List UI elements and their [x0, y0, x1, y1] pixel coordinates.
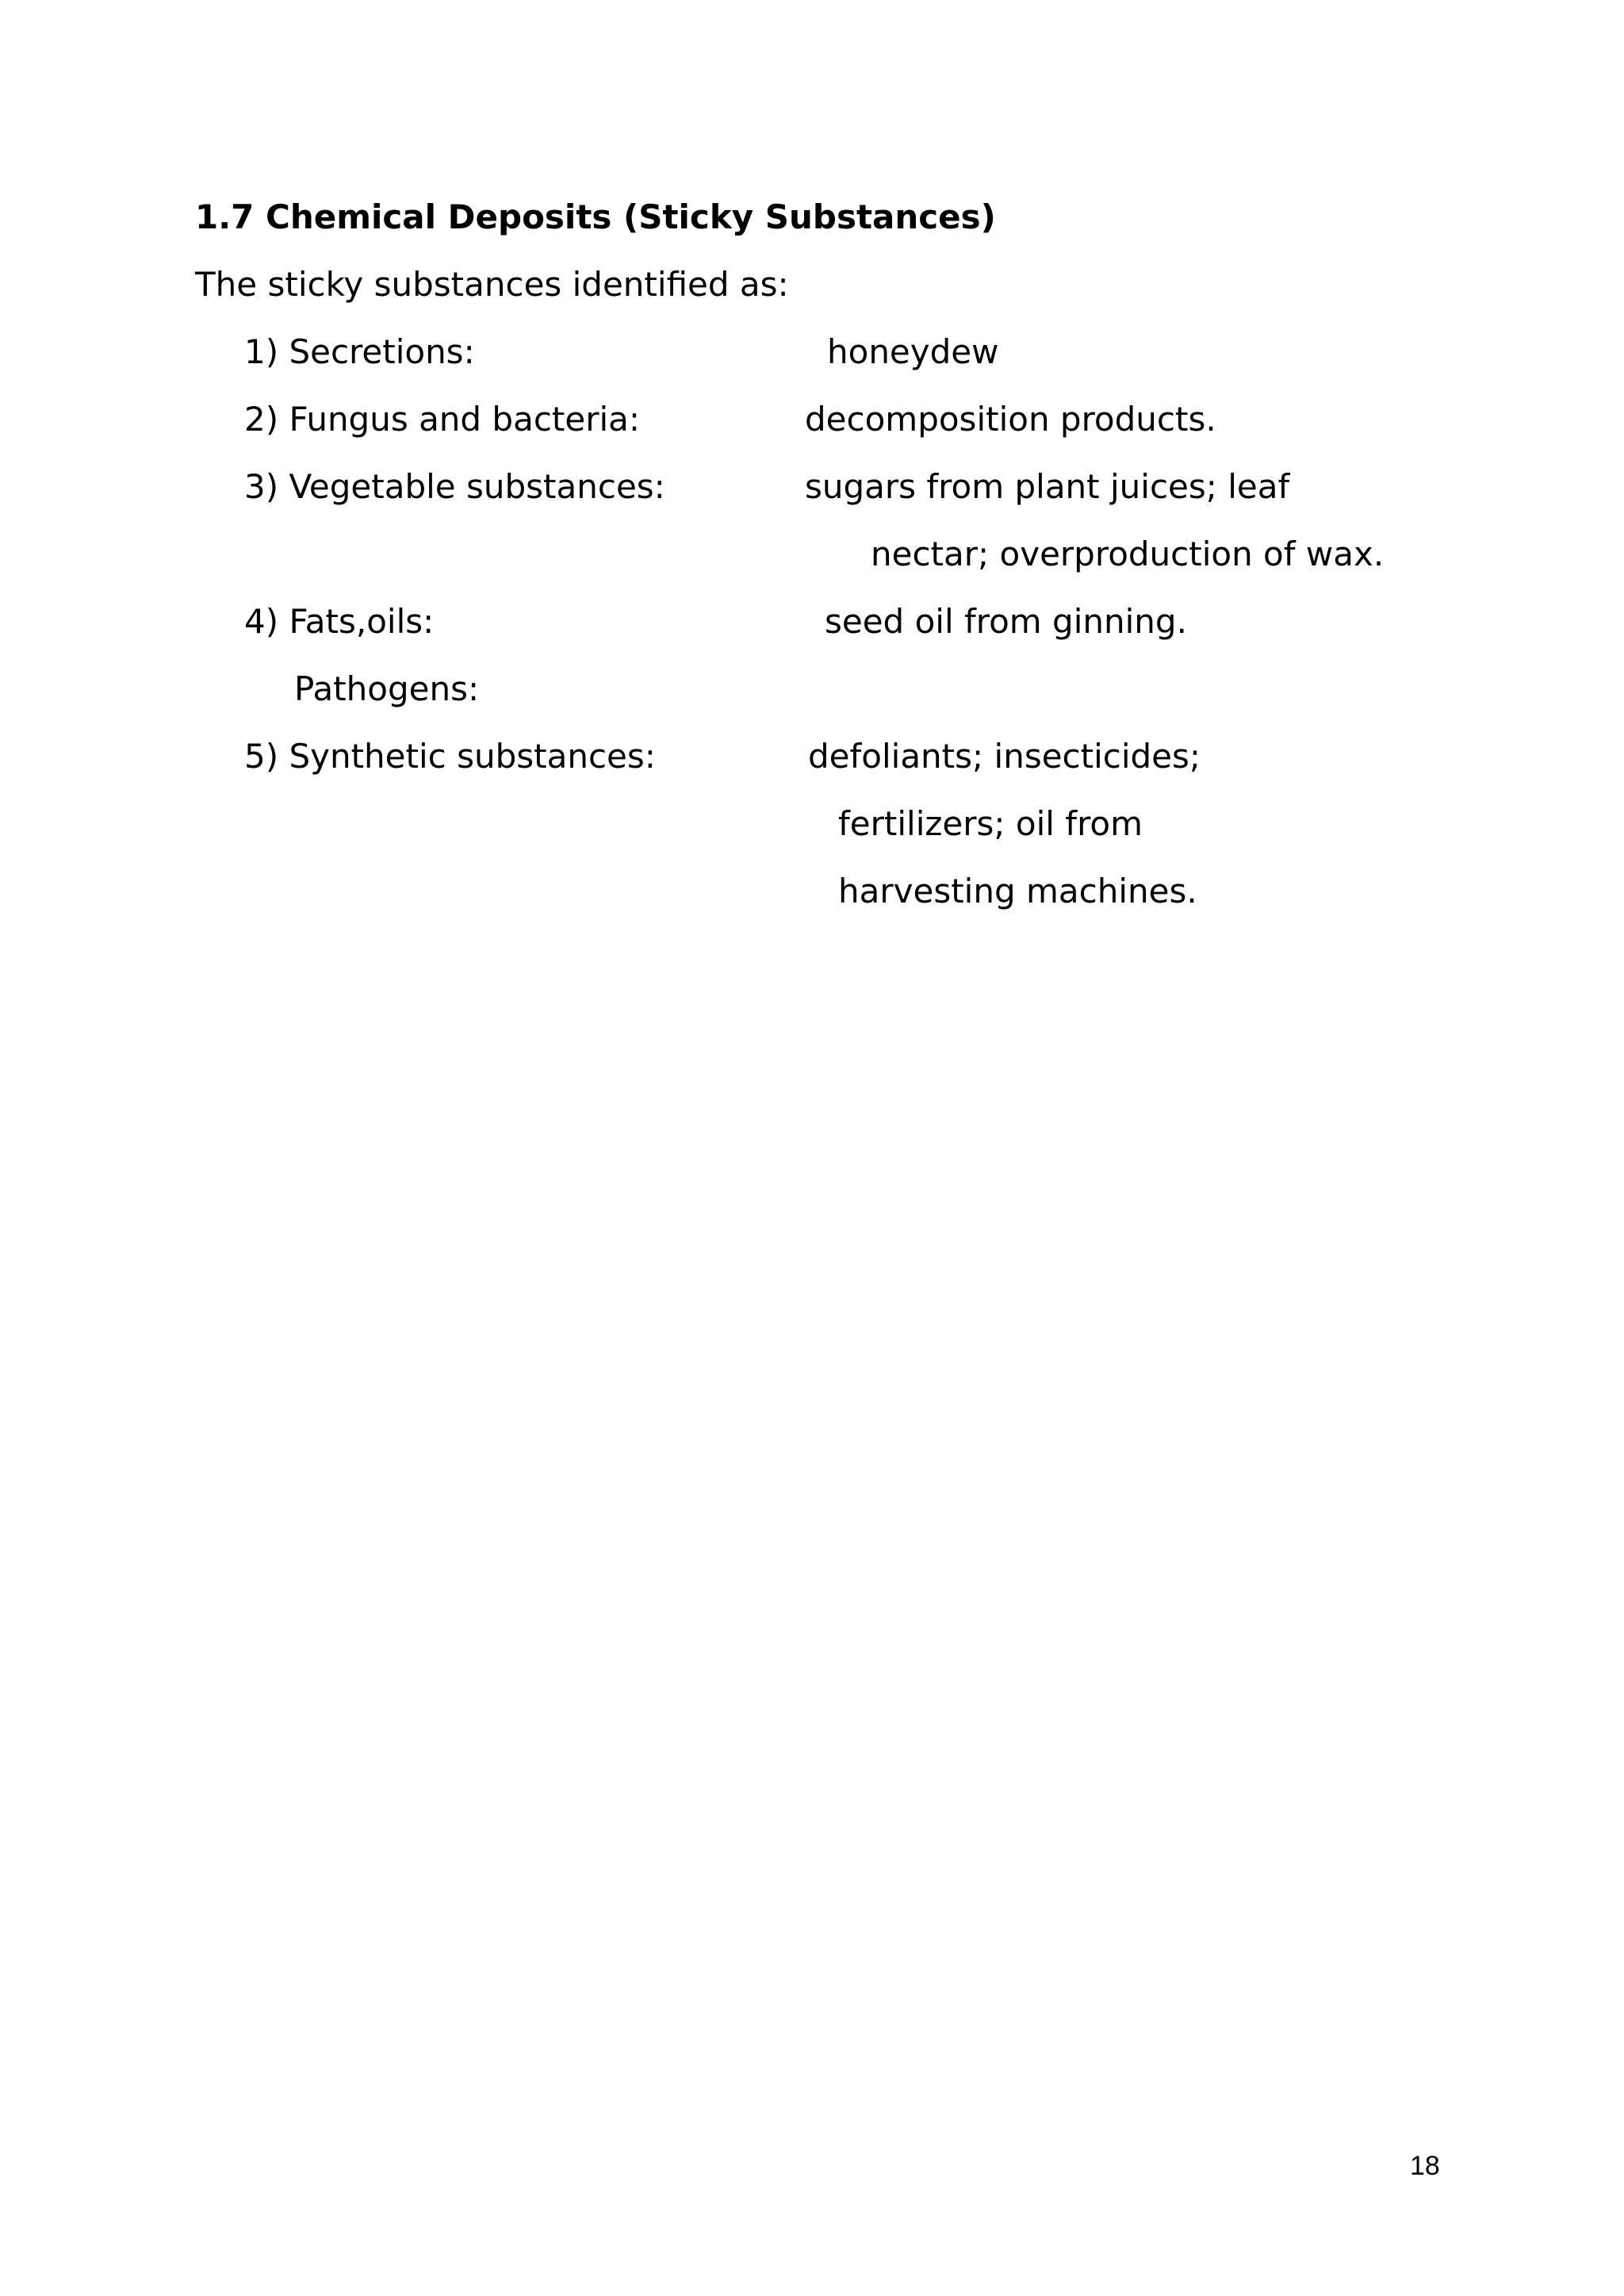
item-label-synthetic-substances: 5) Synthetic substances: [244, 737, 656, 776]
section-intro: The sticky substances identified as: [195, 265, 789, 304]
item-value-synthetic-substances-line-3: harvesting machines. [838, 872, 1197, 910]
item-label-fats-oils: 4) Fats,oils: [244, 602, 435, 641]
item-sublabel-pathogens: Pathogens: [294, 669, 480, 708]
item-label-secretions: 1) Secretions: [244, 332, 475, 371]
item-value-synthetic-substances-line-2: fertilizers; oil from [838, 804, 1143, 843]
item-value-fungus-bacteria: decomposition products. [805, 400, 1216, 439]
item-value-vegetable-substances-line-1: sugars from plant juices; leaf [805, 467, 1290, 506]
item-value-secretions: honeydew [827, 332, 999, 371]
item-value-vegetable-substances-line-2: nectar; overproduction of wax. [871, 535, 1385, 573]
item-value-fats-oils: seed oil from ginning. [825, 602, 1187, 641]
item-label-vegetable-substances: 3) Vegetable substances: [244, 467, 665, 506]
page-number: 18 [1410, 2151, 1440, 2181]
section-heading: 1.7 Chemical Deposits (Sticky Substances) [195, 197, 996, 236]
item-value-synthetic-substances-line-1: defoliants; insecticides; [808, 737, 1201, 776]
item-label-fungus-bacteria: 2) Fungus and bacteria: [244, 400, 641, 439]
